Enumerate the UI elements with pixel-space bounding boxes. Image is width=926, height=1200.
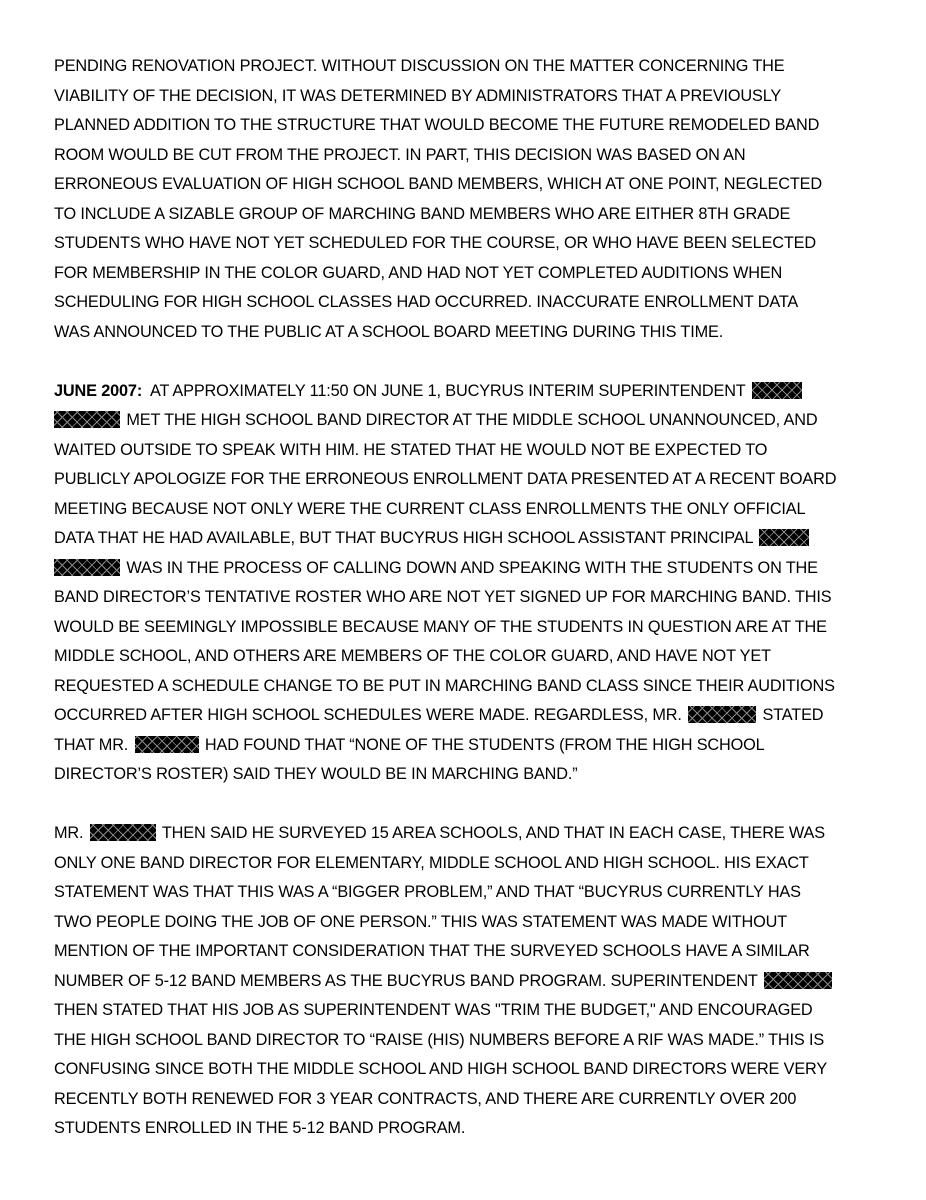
- text-line: TO INCLUDE A SIZABLE GROUP OF MARCHING BAND MEMBERS WHO ARE EITHER 8TH GRADE: [54, 204, 791, 223]
- text-line: BAND DIRECTOR’S TENTATIVE ROSTER WHO ARE NOT YET SIGNED UP FOR MARCHING BAND. THIS: [54, 588, 832, 606]
- text-line: VIABILITY OF THE DECISION, IT WAS DETERMINED BY ADMINISTRATORS THAT A PREVIOUSLY: [54, 86, 782, 105]
- line-text: THEN SAID HE SURVEYED 15 AREA SCHOOLS, AND THAT IN EACH CASE, THERE WAS: [161, 824, 825, 842]
- redaction-block: [135, 736, 199, 753]
- text-line: PLANNED ADDITION TO THE STRUCTURE THAT WOULD BECOME THE FUTURE REMODELED BAND: [54, 116, 820, 134]
- line-text: HAD FOUND THAT “NONE OF THE STUDENTS (FROM THE HIGH SCHOOL: [204, 735, 765, 754]
- redaction-block: [764, 972, 832, 989]
- text-line: TWO PEOPLE DOING THE JOB OF ONE PERSON.” THIS WAS STATEMENT WAS MADE WITHOUT: [54, 912, 788, 931]
- text-line: MENTION OF THE IMPORTANT CONSIDERATION THAT THE SURVEYED SCHOOLS HAVE A SIMILAR: [54, 942, 810, 960]
- text-line: PENDING RENOVATION PROJECT. WITHOUT DISCUSSION ON THE MATTER CONCERNING THE: [54, 57, 785, 75]
- document-page: [54, 52, 884, 1173]
- text-line: WAS ANNOUNCED TO THE PUBLIC AT A SCHOOL BOARD MEETING DURING THIS TIME.: [54, 322, 724, 341]
- redaction-block: [752, 382, 802, 399]
- redaction-block: [688, 706, 756, 723]
- text-line: THEN STATED THAT HIS JOB AS SUPERINTENDENT WAS "TRIM THE BUDGET," AND ENCOURAGED: [54, 1001, 813, 1019]
- section-heading: JUNE 2007:: [54, 381, 143, 400]
- text-line: [54, 967, 884, 997]
- text-line: SCHEDULING FOR HIGH SCHOOL CLASSES HAD OCCURRED. INACCURATE ENROLLMENT DATA: [54, 293, 799, 311]
- text-line: [54, 819, 884, 849]
- line-text: MET THE HIGH SCHOOL BAND DIRECTOR AT THE MIDDLE SCHOOL UNANNOUNCED, AND: [126, 411, 818, 429]
- line-text: NUMBER OF 5-12 BAND MEMBERS AS THE BUCYRUS BAND PROGRAM. SUPERINTENDENT: [54, 971, 758, 990]
- text-line: FOR MEMBERSHIP IN THE COLOR GUARD, AND HAD NOT YET COMPLETED AUDITIONS WHEN: [54, 263, 783, 282]
- text-line: MIDDLE SCHOOL, AND OTHERS ARE MEMBERS OF THE COLOR GUARD, AND HAVE NOT YET: [54, 647, 771, 665]
- text-line: CONFUSING SINCE BOTH THE MIDDLE SCHOOL AND HIGH SCHOOL BAND DIRECTORS WERE VERY: [54, 1060, 828, 1078]
- paragraph-june-2007: [54, 377, 884, 790]
- text-line: STUDENTS ENROLLED IN THE 5-12 BAND PROGRAM.: [54, 1119, 466, 1137]
- text-line: THE HIGH SCHOOL BAND DIRECTOR TO “RAISE (HIS) NUMBERS BEFORE A RIF WAS MADE.” THIS IS: [54, 1030, 825, 1049]
- text-line: ERRONEOUS EVALUATION OF HIGH SCHOOL BAND MEMBERS, WHICH AT ONE POINT, NEGLECTED: [54, 175, 822, 193]
- text-line: ONLY ONE BAND DIRECTOR FOR ELEMENTARY, MIDDLE SCHOOL AND HIGH SCHOOL. HIS EXACT: [54, 853, 809, 872]
- text-line: [54, 524, 884, 554]
- line-text: OCCURRED AFTER HIGH SCHOOL SCHEDULES WERE MADE. REGARDLESS, MR.: [54, 706, 682, 724]
- text-line: WOULD BE SEEMINGLY IMPOSSIBLE BECAUSE MANY OF THE STUDENTS IN QUESTION ARE AT THE: [54, 617, 827, 636]
- paragraph-renovation: [54, 52, 884, 347]
- text-line: [54, 554, 884, 584]
- line-text: STATED: [762, 706, 824, 724]
- text-line: WAITED OUTSIDE TO SPEAK WITH HIM. HE STATED THAT HE WOULD NOT BE EXPECTED TO: [54, 440, 768, 459]
- redaction-block: [90, 824, 156, 841]
- text-line: DIRECTOR’S ROSTER) SAID THEY WOULD BE IN MARCHING BAND.”: [54, 765, 578, 783]
- line-text: WAS IN THE PROCESS OF CALLING DOWN AND SPEAKING WITH THE STUDENTS ON THE: [126, 558, 818, 577]
- text-line: [54, 731, 884, 761]
- redaction-block: [54, 411, 120, 428]
- text-line: [54, 701, 884, 731]
- text-line: MEETING BECAUSE NOT ONLY WERE THE CURRENT CLASS ENROLLMENTS THE ONLY OFFICIAL: [54, 499, 806, 518]
- line-text: DATA THAT HE HAD AVAILABLE, BUT THAT BUCYRUS HIGH SCHOOL ASSISTANT PRINCIPAL: [54, 529, 753, 547]
- text-line: [54, 377, 884, 407]
- text-line: STATEMENT WAS THAT THIS WAS A “BIGGER PROBLEM,” AND THAT “BUCYRUS CURRENTLY HAS: [54, 883, 801, 901]
- line-text: MR.: [54, 824, 84, 842]
- text-line: PUBLICLY APOLOGIZE FOR THE ERRONEOUS ENROLLMENT DATA PRESENTED AT A RECENT BOARD: [54, 470, 837, 488]
- text-line: RECENTLY BOTH RENEWED FOR 3 YEAR CONTRACTS, AND THERE ARE CURRENTLY OVER 200: [54, 1089, 797, 1108]
- redaction-block: [54, 559, 120, 576]
- text-line: [54, 406, 884, 436]
- text-line: ROOM WOULD BE CUT FROM THE PROJECT. IN PART, THIS DECISION WAS BASED ON AN: [54, 145, 746, 164]
- redaction-block: [759, 529, 809, 546]
- text-line: REQUESTED A SCHEDULE CHANGE TO BE PUT IN MARCHING BAND CLASS SINCE THEIR AUDITIONS: [54, 676, 835, 695]
- text-line: STUDENTS WHO HAVE NOT YET SCHEDULED FOR THE COURSE, OR WHO HAVE BEEN SELECTED: [54, 234, 816, 252]
- line-text: THAT MR.: [54, 735, 129, 754]
- line-text: AT APPROXIMATELY 11:50 ON JUNE 1, BUCYRUS INTERIM SUPERINTENDENT: [142, 381, 746, 400]
- paragraph-survey: [54, 819, 884, 1144]
